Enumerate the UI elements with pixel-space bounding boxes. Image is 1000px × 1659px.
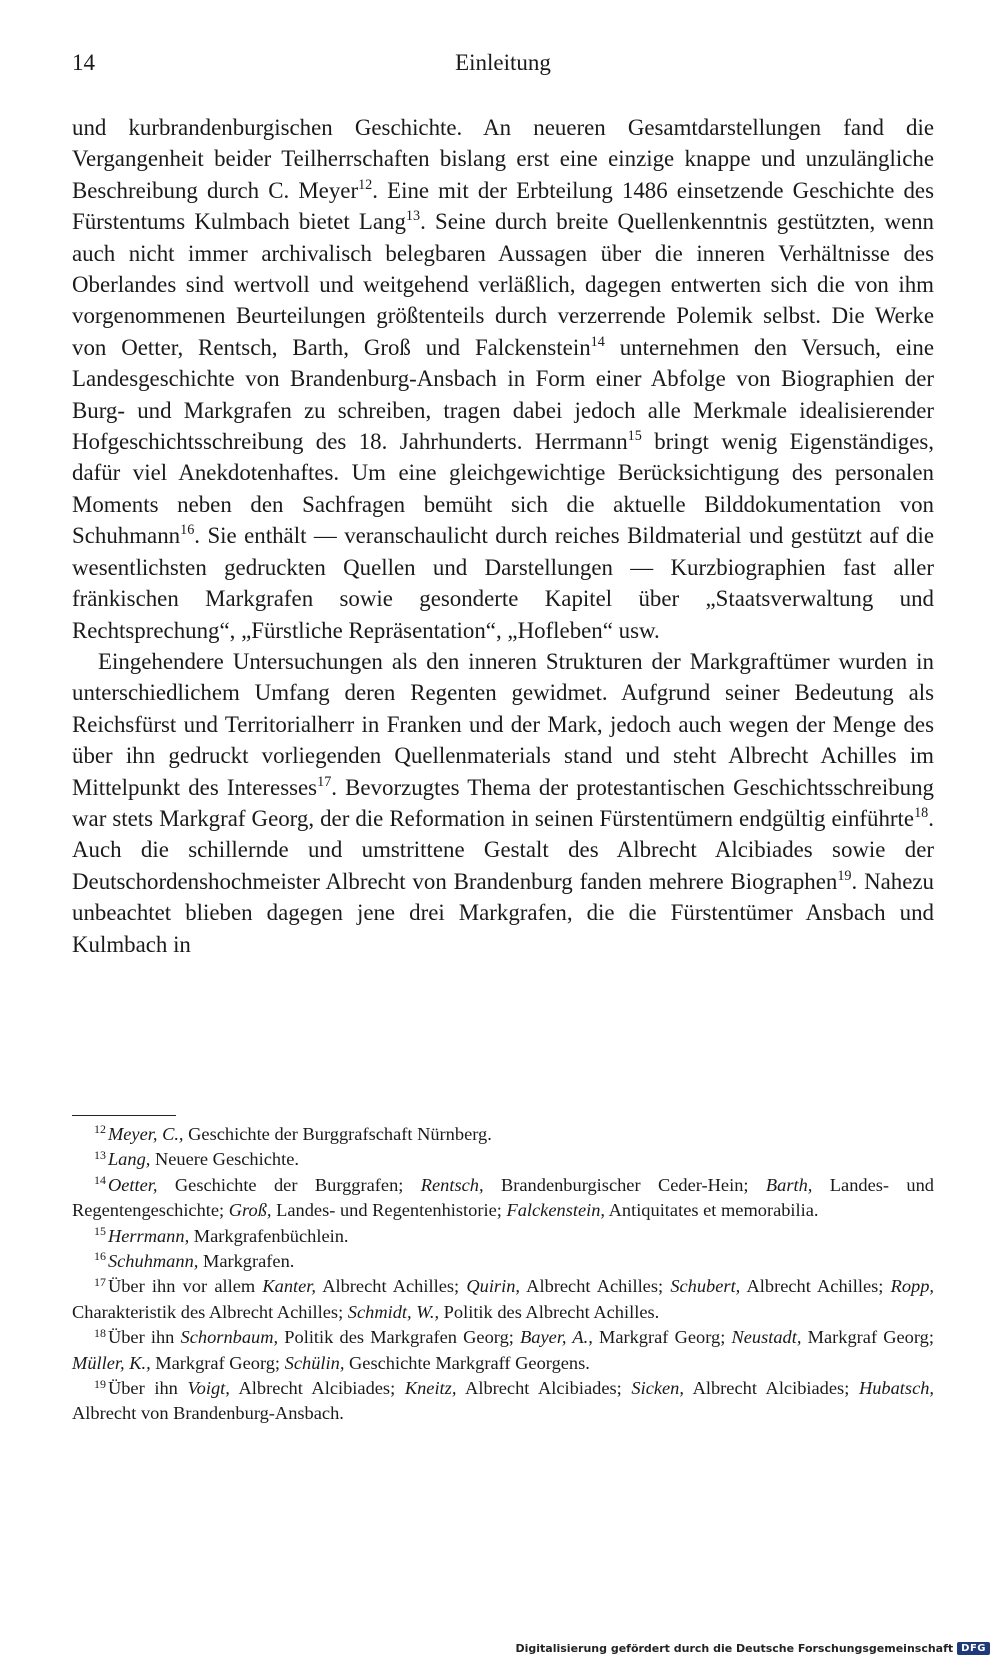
citation-text: Markgraf Georg; — [801, 1327, 934, 1348]
author-name: Herrmann, — [107, 1225, 190, 1246]
footnote-12 — [72, 1122, 934, 1147]
citation-text: Über ihn — [107, 1378, 188, 1399]
author-name: Bayer, A., — [520, 1327, 593, 1348]
paragraph-1 — [72, 112, 934, 646]
footnote-ref-12[interactable]: 12 — [358, 177, 373, 194]
footnote-ref-17[interactable]: 17 — [317, 773, 332, 790]
author-name: Schülin, — [284, 1352, 345, 1373]
footnote-number: 14 — [94, 1173, 106, 1188]
citation-text: Albrecht Alcibiades; — [229, 1378, 405, 1399]
author-name: Oetter, — [107, 1174, 158, 1195]
text-run: . Nahezu unbeachtet blieben dagegen jene drei Markgrafen, die die Fürstentümer Ansbach und Kulmbach in — [72, 868, 934, 957]
text-run: . Auch die schillernde und umstrittene Gestalt des Albrecht Alcibiades sowie der Deutschordenshochmeister Albrecht von Brandenburg fanden mehrere Biographen — [72, 805, 934, 894]
citation-text: Albrecht Achilles; — [316, 1276, 467, 1297]
footnote-19 — [72, 1376, 934, 1427]
citation-text: Antiquitates et memorabilia. — [605, 1200, 819, 1221]
citation-text: Markgraf Georg; — [592, 1327, 732, 1348]
footnote-number: 15 — [94, 1224, 106, 1239]
footnote-15 — [72, 1224, 934, 1249]
text-run: bringt wenig Eigenständiges, dafür viel Anekdotenhaftes. Um eine gleichgewichtige Berücksichtigung des personalen Moments neben den Sachfragen bemüht sich die aktuelle Bilddokumentation von Schuhmann — [72, 429, 934, 549]
text-run: . Eine mit der Erbteilung 1486 einsetzende Geschichte des Fürstentums Kulmbach bietet Lang — [72, 177, 935, 235]
page-number: 14 — [72, 50, 95, 75]
citation-text: Markgraf Georg; — [150, 1352, 285, 1373]
footnote-14 — [72, 1173, 934, 1224]
citation-text: Geschichte der Burggrafen; — [157, 1174, 421, 1195]
author-name: Kanter, — [262, 1276, 317, 1297]
footnote-17 — [72, 1274, 934, 1325]
citation-text: Albrecht Achilles; — [520, 1276, 671, 1297]
author-name: Schornbaum, — [180, 1327, 279, 1348]
author-name: Müller, K., — [72, 1352, 151, 1373]
running-head: Einleitung — [455, 50, 551, 75]
footnote-number: 19 — [94, 1376, 106, 1391]
author-name: Barth, — [765, 1174, 813, 1195]
credit-text: Digitalisierung gefördert durch die Deutsche Forschungsgemeinschaft — [515, 1642, 954, 1655]
footnote-number: 17 — [94, 1274, 106, 1289]
text-run: . Bevorzugtes Thema der protestantischen Geschichtsschreibung war stets Markgraf Georg, der die Reformation in seinen Fürstentümern endgültig einführte — [72, 774, 934, 831]
author-name: Neustadt, — [731, 1327, 802, 1348]
text-run: und kurbrandenburgischen Geschichte. An neueren Gesamtdarstellungen fand die Vergangenheit beider Teilherrschaften bislang erst eine einzige knappe und unzulängliche Beschreibung durch C. Meyer — [72, 115, 934, 203]
citation-text: Neuere Geschichte. — [150, 1149, 299, 1170]
citation-text: Geschichte der Burggrafschaft Nürnberg. — [183, 1124, 492, 1144]
citation-text: Brandenburgischer Ceder-Hein; — [483, 1174, 766, 1195]
citation-text: Albrecht von Brandenburg-Ansbach. — [72, 1403, 344, 1424]
footnote-ref-18[interactable]: 18 — [914, 805, 929, 822]
paragraph-2 — [72, 646, 934, 960]
citation-text: Albrecht Achilles; — [740, 1276, 891, 1297]
author-name: Hubatsch, — [858, 1378, 935, 1399]
author-name: Schmidt, W., — [347, 1301, 440, 1322]
author-name: Quirin, — [466, 1276, 520, 1297]
citation-text: Politik des Albrecht Achilles. — [439, 1301, 660, 1322]
main-text — [72, 112, 934, 960]
footnotes — [72, 1122, 934, 1427]
author-name: Kneitz, — [404, 1378, 457, 1399]
author-name: Sicken, — [631, 1378, 684, 1399]
text-run: Eingehendere Untersuchungen als den inneren Strukturen der Markgraftümer wurden in unterschiedlichem Umfang deren Regenten gewidmet. Aufgrund seiner Bedeutung als Reichsfürst und Territorialherr in Franken und der Mark, jedoch auch wegen der Menge des über ihn gedruckt vorliegenden Quellenmaterials stand und steht Albrecht Achilles im Mittelpunkt des Interesses — [72, 648, 934, 800]
author-name: Schubert, — [670, 1276, 741, 1297]
author-name: Rentsch, — [420, 1174, 484, 1195]
citation-text: Über ihn — [107, 1327, 181, 1348]
citation-text: Politik des Markgrafen Georg; — [278, 1327, 521, 1348]
footnote-ref-14[interactable]: 14 — [590, 334, 605, 351]
text-run: unternehmen den Versuch, eine Landesgeschichte von Brandenburg-Ansbach in Form einer Abfolge von Biographien der Burg- und Markgrafen zu schreiben, tragen dabei jedoch alle Merkmale idealisierender Hofgeschichtsschreibung des 18. Jahrhunderts. Herrmann — [72, 334, 934, 455]
citation-text: Landes- und Regentengeschichte; — [72, 1174, 935, 1221]
page-header — [72, 50, 934, 82]
footnote-13 — [72, 1147, 934, 1172]
citation-text: Albrecht Alcibiades; — [456, 1378, 632, 1399]
author-name: Schuhmann, — [107, 1251, 199, 1272]
author-name: Voigt, — [187, 1378, 230, 1399]
author-name: Ropp, — [890, 1276, 935, 1297]
citation-text: Markgrafen. — [198, 1251, 295, 1272]
dfg-logo-icon: DFG — [957, 1642, 990, 1655]
footnote-18 — [72, 1325, 934, 1376]
citation-text: Markgrafenbüchlein. — [189, 1225, 349, 1246]
text-run: . Seine durch breite Quellenkenntnis gestützten, wenn auch nicht immer archivalisch belegbaren Aussagen über die inneren Verhältnisse des Oberlandes sind wertvoll und weitgehend verläßlich, dagegen entwerten sich die von ihm vorgenommenen Beurteilungen größtenteils durch verzerrende Polemik selbst. Die Werke von Oetter, Rentsch, Barth, Groß und Falckenstein — [72, 209, 934, 360]
footnote-number: 18 — [94, 1325, 106, 1340]
author-name: Meyer, C., — [107, 1124, 184, 1144]
citation-text: Landes- und Regentenhistorie; — [271, 1200, 507, 1221]
footnote-ref-16[interactable]: 16 — [180, 522, 195, 539]
footnote-16 — [72, 1249, 934, 1274]
author-name: Lang, — [107, 1149, 151, 1170]
footnote-number: 13 — [94, 1147, 106, 1162]
footnote-ref-19[interactable]: 19 — [837, 867, 852, 884]
footnote-number: 12 — [94, 1122, 106, 1137]
footnote-ref-15[interactable]: 15 — [627, 428, 642, 445]
citation-text: Geschichte Markgraff Georgens. — [344, 1352, 590, 1373]
author-name: Falckenstein, — [506, 1200, 606, 1221]
citation-text: Albrecht Alcibiades; — [683, 1378, 859, 1399]
author-name: Groß, — [228, 1200, 272, 1221]
footnote-number: 16 — [94, 1249, 106, 1264]
footnote-ref-13[interactable]: 13 — [405, 208, 421, 225]
citation-text: Über ihn vor allem — [107, 1276, 263, 1297]
footnote-divider — [72, 1115, 176, 1116]
text-run: . Sie enthält — veranschaulicht durch reiches Bildmaterial und gestützt auf die wesentlichsten gedruckten Quellen und Darstellungen — Kurzbiographien fast aller fränkischen Markgrafen sowie gesonderte Kapitel über „Staatsverwaltung und Rechtsprechung“, „Fürstliche Repräsentation“, „Hofleben“ usw. — [72, 523, 934, 643]
citation-text: Charakteristik des Albrecht Achilles; — [72, 1301, 348, 1322]
digitization-credit — [515, 1642, 990, 1655]
